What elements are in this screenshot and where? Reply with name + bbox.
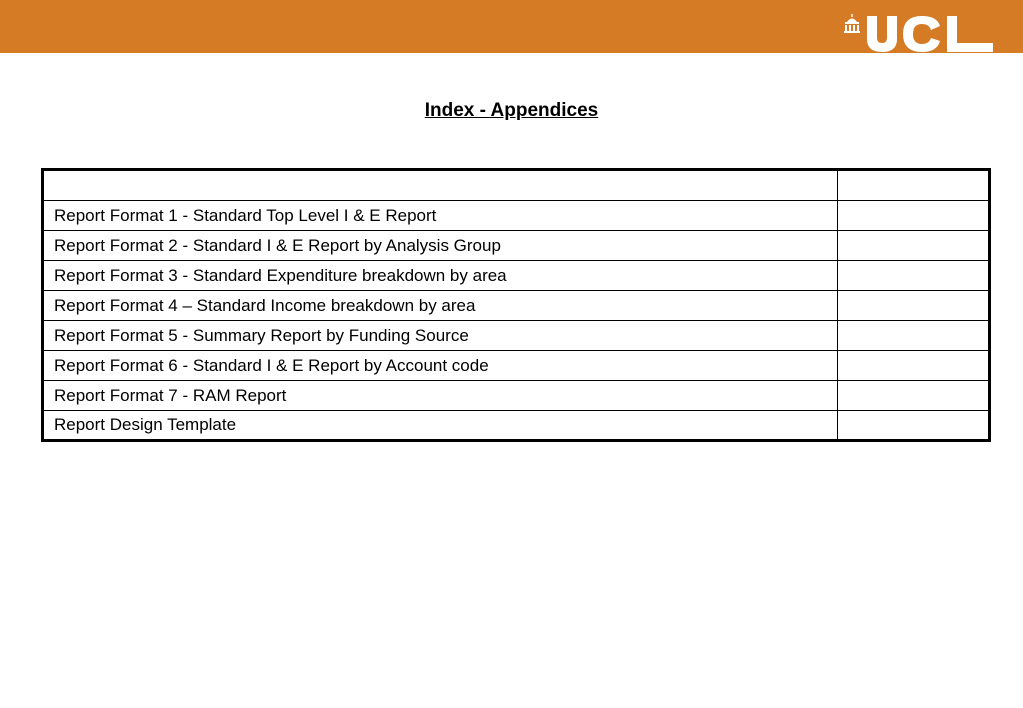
row-title: Report Format 2 - Standard I & E Report by Analysis Group (43, 231, 838, 261)
row-page (838, 321, 990, 351)
row-title: Report Format 4 – Standard Income breakdown by area (43, 291, 838, 321)
table-row (43, 231, 990, 261)
row-title: Report Format 1 - Standard Top Level I & E Report (43, 201, 838, 231)
table-header-row (43, 170, 990, 201)
page-title: Index - Appendices (424, 100, 599, 121)
row-page (838, 351, 990, 381)
row-page (838, 411, 990, 441)
table-row (43, 351, 990, 381)
row-title: Report Design Template (43, 411, 838, 441)
row-title: Report Format 7 - RAM Report (43, 381, 838, 411)
table-row (43, 201, 990, 231)
row-page (838, 381, 990, 411)
table-row (43, 261, 990, 291)
row-title: Report Format 3 - Standard Expenditure breakdown by area (43, 261, 838, 291)
table-row (43, 291, 990, 321)
row-page (838, 201, 990, 231)
table-row (43, 411, 990, 441)
ucl-logo (843, 12, 993, 52)
index-table (41, 168, 991, 442)
row-title: Report Format 6 - Standard I & E Report by Account code (43, 351, 838, 381)
row-page (838, 291, 990, 321)
table-row (43, 321, 990, 351)
row-page (838, 231, 990, 261)
header-cell-title (43, 170, 838, 201)
row-page (838, 261, 990, 291)
table-row (43, 381, 990, 411)
row-title: Report Format 5 - Summary Report by Funding Source (43, 321, 838, 351)
header-cell-page (838, 170, 990, 201)
header-bar (0, 0, 1023, 53)
